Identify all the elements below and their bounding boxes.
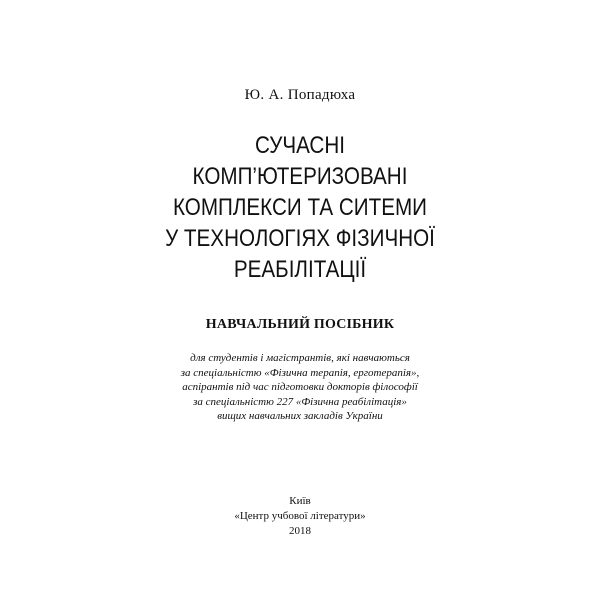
- book-title-line: КОМП’ЮТЕРИЗОВАНІ: [192, 163, 408, 190]
- publication-imprint: [0, 494, 600, 539]
- book-title-line: У ТЕХНОЛОГІЯХ ФІЗИЧНОЇ: [165, 225, 435, 252]
- audience-description: [0, 351, 600, 424]
- author-name: Ю. А. Попадюха: [244, 87, 356, 103]
- audience-line: аспірантів під час підготовки докторів філософії: [182, 381, 418, 393]
- audience-line: за спеціальністю 227 «Фізична реабілітація»: [193, 395, 407, 408]
- audience-line: за спеціальністю «Фізична терапія, ерготерапія»,: [180, 366, 420, 379]
- book-title-line: СУЧАСНІ: [255, 132, 345, 159]
- audience-line: для студентів і магістрантів, які навчаються: [190, 352, 410, 364]
- book-title-line: РЕАБІЛІТАЦІЇ: [233, 256, 367, 283]
- imprint-year: 2018: [289, 525, 311, 537]
- book-subtitle: НАВЧАЛЬНИЙ ПОСІБНИК: [205, 317, 395, 332]
- imprint-publisher: «Центр учбової літератури»: [234, 510, 366, 522]
- book-title-line: КОМПЛЕКСИ ТА СИТЕМИ: [172, 194, 428, 221]
- imprint-city: Київ: [289, 495, 311, 507]
- audience-line: вищих навчальних закладів України: [217, 410, 383, 422]
- book-title: [42, 130, 558, 285]
